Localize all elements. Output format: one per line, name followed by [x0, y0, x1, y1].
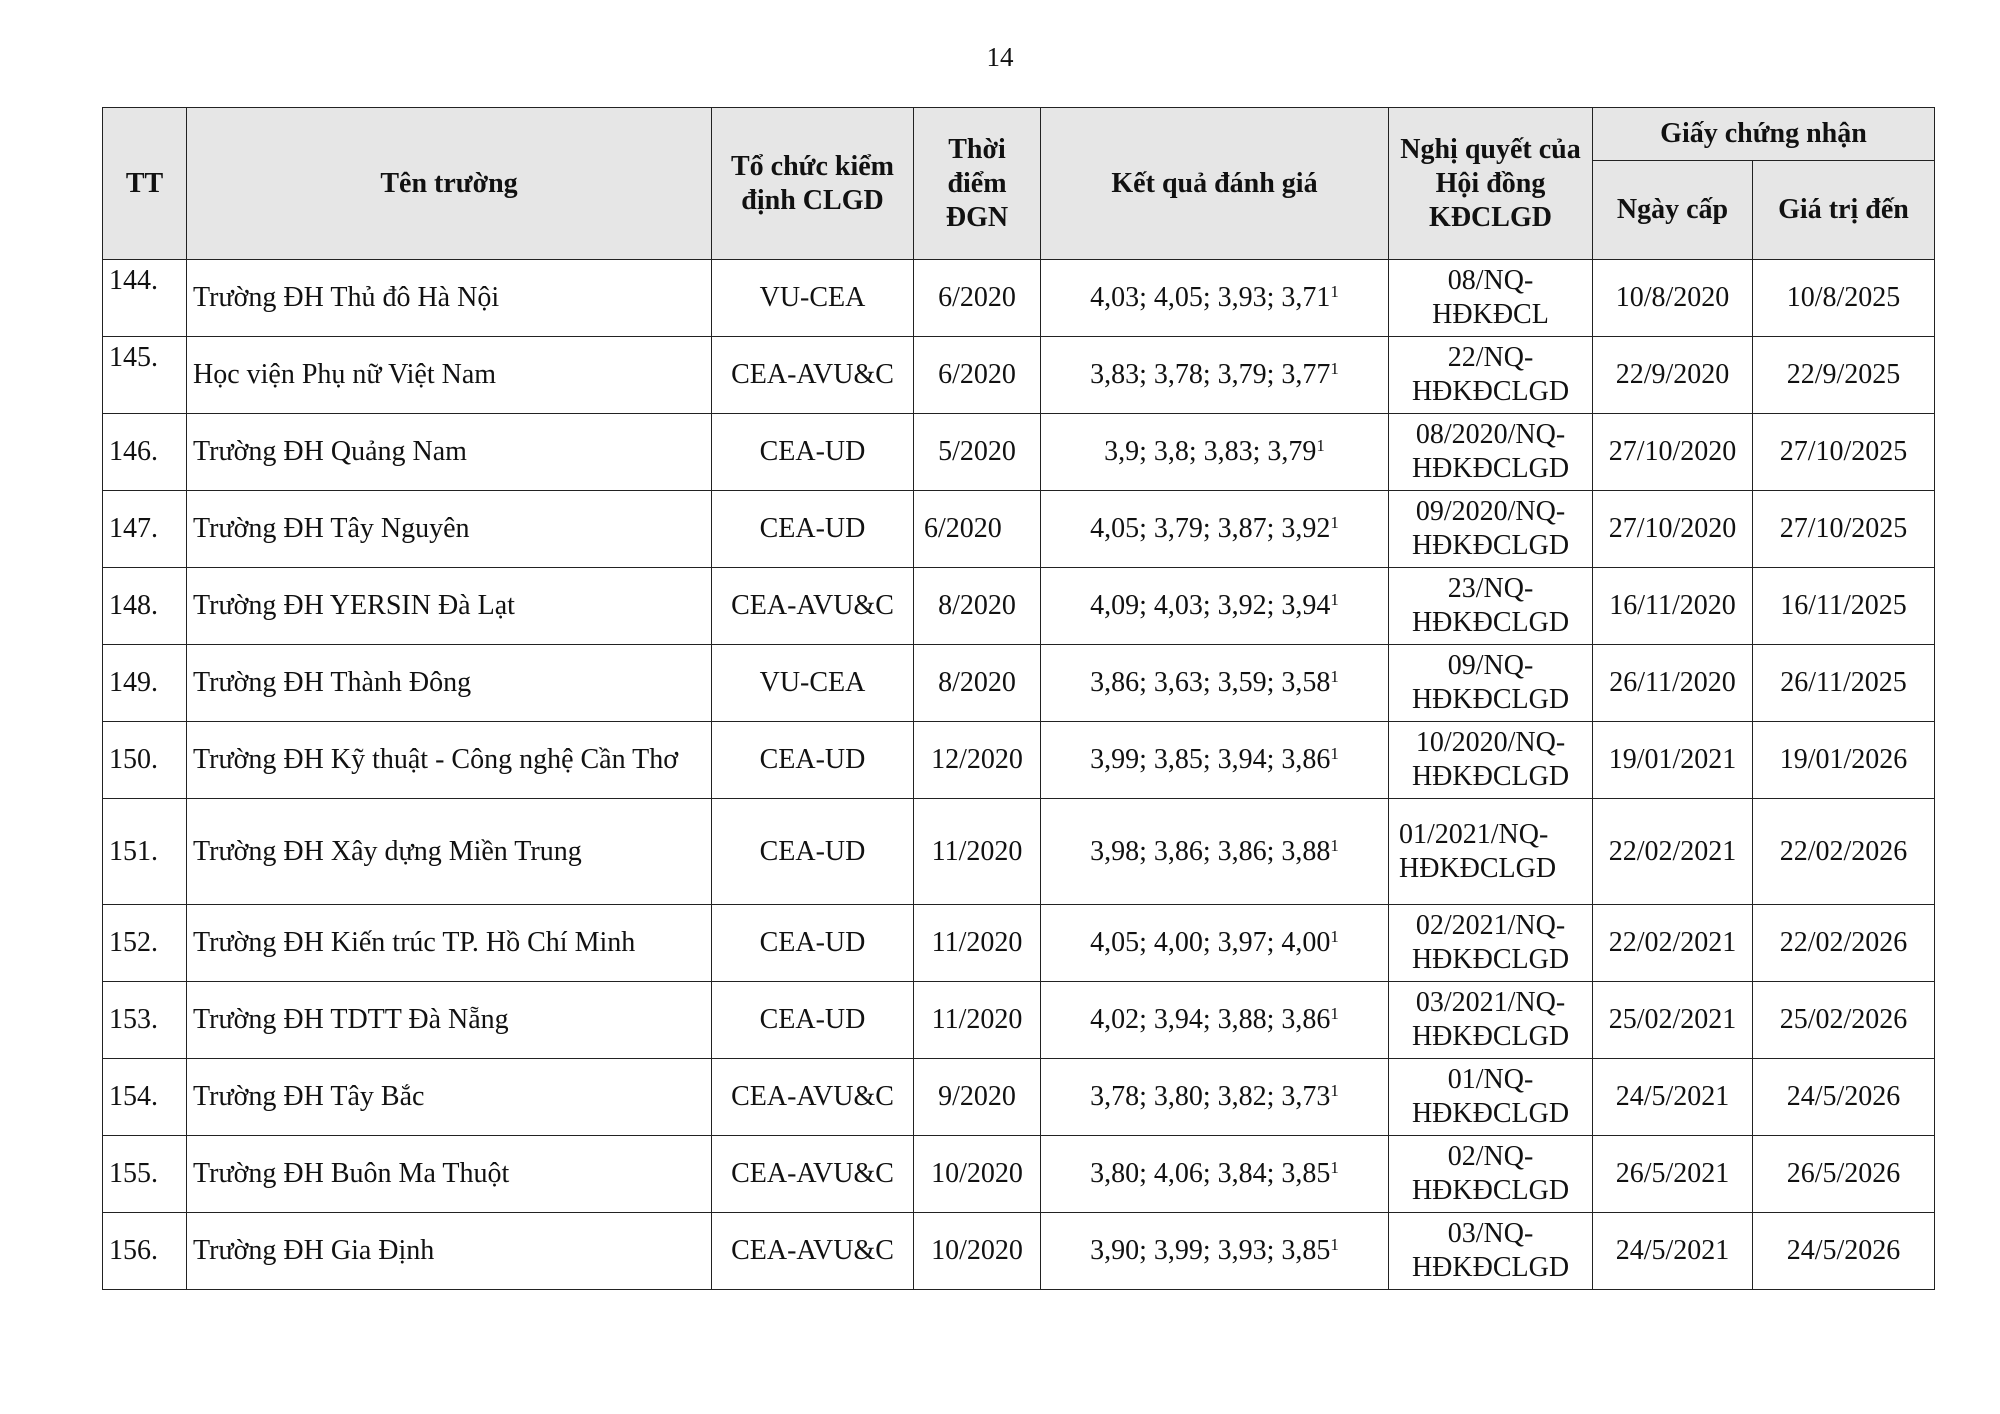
table-row — [103, 568, 1935, 645]
row-issue-date: 24/5/2021 — [1593, 1059, 1753, 1136]
accreditation-table — [102, 107, 1935, 1290]
row-assessment-time: 8/2020 — [914, 568, 1041, 645]
footnote-marker: 1 — [1330, 282, 1339, 301]
header-tt: TT — [103, 108, 187, 260]
row-valid-until: 22/02/2026 — [1753, 799, 1935, 905]
row-tt: 150. — [103, 722, 187, 799]
row-accreditation-org: VU-CEA — [712, 260, 914, 337]
row-tt: 147. — [103, 491, 187, 568]
row-resolution: 22/NQ-HĐKĐCLGD — [1389, 337, 1593, 414]
row-issue-date: 27/10/2020 — [1593, 491, 1753, 568]
result-scores: 4,09; 4,03; 3,92; 3,94 — [1090, 590, 1331, 621]
table-row — [103, 414, 1935, 491]
row-tt: 144. — [103, 260, 187, 337]
result-scores: 4,05; 4,00; 3,97; 4,00 — [1090, 927, 1331, 958]
table-row — [103, 260, 1935, 337]
row-assessment-time: 11/2020 — [914, 905, 1041, 982]
header-assessment-result: Kết quả đánh giá — [1041, 108, 1389, 260]
row-assessment-result — [1041, 1136, 1389, 1213]
row-valid-until: 26/11/2025 — [1753, 645, 1935, 722]
row-school-name: Trường ĐH Thành Đông — [187, 645, 712, 722]
result-scores: 4,02; 3,94; 3,88; 3,86 — [1090, 1004, 1331, 1035]
row-tt: 151. — [103, 799, 187, 905]
row-issue-date: 22/02/2021 — [1593, 799, 1753, 905]
row-accreditation-org: CEA-UD — [712, 905, 914, 982]
result-scores: 3,9; 3,8; 3,83; 3,79 — [1104, 436, 1317, 467]
row-issue-date: 25/02/2021 — [1593, 982, 1753, 1059]
footnote-marker: 1 — [1330, 590, 1339, 609]
row-assessment-result — [1041, 645, 1389, 722]
result-scores: 4,05; 3,79; 3,87; 3,92 — [1090, 513, 1331, 544]
row-resolution: 01/2021/NQ-HĐKĐCLGD — [1389, 799, 1593, 905]
row-school-name: Trường ĐH Kỹ thuật - Công nghệ Cần Thơ — [187, 722, 712, 799]
table-row — [103, 337, 1935, 414]
row-issue-date: 26/5/2021 — [1593, 1136, 1753, 1213]
result-scores: 4,03; 4,05; 3,93; 3,71 — [1090, 282, 1331, 313]
row-assessment-result — [1041, 491, 1389, 568]
row-assessment-time: 10/2020 — [914, 1136, 1041, 1213]
table-row — [103, 905, 1935, 982]
row-valid-until: 27/10/2025 — [1753, 491, 1935, 568]
header-resolution: Nghị quyết của Hội đồng KĐCLGD — [1389, 108, 1593, 260]
row-school-name: Trường ĐH Thủ đô Hà Nội — [187, 260, 712, 337]
row-accreditation-org: CEA-AVU&C — [712, 1213, 914, 1290]
row-resolution: 23/NQ-HĐKĐCLGD — [1389, 568, 1593, 645]
row-assessment-result — [1041, 568, 1389, 645]
row-assessment-time: 5/2020 — [914, 414, 1041, 491]
row-resolution: 08/NQ-HĐKĐCL — [1389, 260, 1593, 337]
result-scores: 3,99; 3,85; 3,94; 3,86 — [1090, 744, 1331, 775]
footnote-marker: 1 — [1330, 513, 1339, 532]
footnote-marker: 1 — [1330, 1081, 1339, 1100]
row-issue-date: 16/11/2020 — [1593, 568, 1753, 645]
row-resolution: 03/NQ-HĐKĐCLGD — [1389, 1213, 1593, 1290]
row-resolution: 10/2020/NQ-HĐKĐCLGD — [1389, 722, 1593, 799]
row-tt: 146. — [103, 414, 187, 491]
row-assessment-time: 10/2020 — [914, 1213, 1041, 1290]
result-scores: 3,86; 3,63; 3,59; 3,58 — [1090, 667, 1331, 698]
header-valid-until: Giá trị đến — [1753, 161, 1935, 260]
header-school-name: Tên trường — [187, 108, 712, 260]
row-issue-date: 10/8/2020 — [1593, 260, 1753, 337]
row-valid-until: 24/5/2026 — [1753, 1213, 1935, 1290]
row-resolution: 03/2021/NQ-HĐKĐCLGD — [1389, 982, 1593, 1059]
table-row — [103, 1136, 1935, 1213]
row-assessment-time: 11/2020 — [914, 982, 1041, 1059]
row-issue-date: 19/01/2021 — [1593, 722, 1753, 799]
table-row — [103, 722, 1935, 799]
row-accreditation-org: CEA-UD — [712, 491, 914, 568]
result-scores: 3,83; 3,78; 3,79; 3,77 — [1090, 359, 1331, 390]
row-valid-until: 25/02/2026 — [1753, 982, 1935, 1059]
header-assessment-time: Thời điểm ĐGN — [914, 108, 1041, 260]
row-assessment-result — [1041, 1059, 1389, 1136]
row-assessment-time: 6/2020 — [914, 337, 1041, 414]
row-school-name: Trường ĐH Tây Nguyên — [187, 491, 712, 568]
table-row — [103, 1213, 1935, 1290]
footnote-marker: 1 — [1330, 1235, 1339, 1254]
table-row — [103, 799, 1935, 905]
result-scores: 3,80; 4,06; 3,84; 3,85 — [1090, 1158, 1331, 1189]
table-header — [103, 108, 1935, 260]
row-accreditation-org: CEA-AVU&C — [712, 337, 914, 414]
footnote-marker: 1 — [1330, 835, 1339, 855]
result-scores: 3,90; 3,99; 3,93; 3,85 — [1090, 1235, 1331, 1266]
row-assessment-time: 11/2020 — [914, 799, 1041, 905]
row-school-name: Trường ĐH Gia Định — [187, 1213, 712, 1290]
row-tt: 155. — [103, 1136, 187, 1213]
row-assessment-result — [1041, 337, 1389, 414]
row-assessment-time: 6/2020 — [914, 491, 1041, 568]
row-resolution: 08/2020/NQ-HĐKĐCLGD — [1389, 414, 1593, 491]
row-school-name: Trường ĐH Buôn Ma Thuột — [187, 1136, 712, 1213]
row-valid-until: 26/5/2026 — [1753, 1136, 1935, 1213]
header-issue-date: Ngày cấp — [1593, 161, 1753, 260]
row-assessment-result — [1041, 905, 1389, 982]
footnote-marker: 1 — [1330, 744, 1339, 763]
result-scores: 3,98; 3,86; 3,86; 3,88 — [1090, 835, 1331, 867]
row-tt: 154. — [103, 1059, 187, 1136]
row-assessment-time: 12/2020 — [914, 722, 1041, 799]
header-accreditation-org: Tổ chức kiểm định CLGD — [712, 108, 914, 260]
row-accreditation-org: CEA-UD — [712, 799, 914, 905]
row-accreditation-org: VU-CEA — [712, 645, 914, 722]
row-assessment-result — [1041, 799, 1389, 905]
row-tt: 145. — [103, 337, 187, 414]
row-tt: 153. — [103, 982, 187, 1059]
row-tt: 149. — [103, 645, 187, 722]
row-school-name: Trường ĐH TDTT Đà Nẵng — [187, 982, 712, 1059]
row-resolution: 02/2021/NQ-HĐKĐCLGD — [1389, 905, 1593, 982]
row-issue-date: 26/11/2020 — [1593, 645, 1753, 722]
row-valid-until: 24/5/2026 — [1753, 1059, 1935, 1136]
row-school-name: Trường ĐH Quảng Nam — [187, 414, 712, 491]
row-tt: 156. — [103, 1213, 187, 1290]
row-school-name: Trường ĐH Kiến trúc TP. Hồ Chí Minh — [187, 905, 712, 982]
row-resolution: 09/2020/NQ-HĐKĐCLGD — [1389, 491, 1593, 568]
footnote-marker: 1 — [1330, 667, 1339, 686]
footnote-marker: 1 — [1330, 1158, 1339, 1177]
page-number: 14 — [986, 42, 1014, 72]
row-issue-date: 22/02/2021 — [1593, 905, 1753, 982]
row-issue-date: 27/10/2020 — [1593, 414, 1753, 491]
footnote-marker: 1 — [1330, 359, 1339, 378]
row-school-name: Trường ĐH Xây dựng Miền Trung — [187, 799, 712, 905]
table-body — [103, 260, 1935, 1290]
table-row — [103, 491, 1935, 568]
row-accreditation-org: CEA-AVU&C — [712, 1136, 914, 1213]
row-resolution: 09/NQ-HĐKĐCLGD — [1389, 645, 1593, 722]
table-row — [103, 645, 1935, 722]
footnote-marker: 1 — [1330, 1004, 1339, 1023]
row-assessment-result — [1041, 1213, 1389, 1290]
row-assessment-result — [1041, 414, 1389, 491]
row-valid-until: 16/11/2025 — [1753, 568, 1935, 645]
row-accreditation-org: CEA-UD — [712, 722, 914, 799]
row-accreditation-org: CEA-AVU&C — [712, 1059, 914, 1136]
row-valid-until: 10/8/2025 — [1753, 260, 1935, 337]
row-assessment-time: 9/2020 — [914, 1059, 1041, 1136]
row-tt: 148. — [103, 568, 187, 645]
row-issue-date: 22/9/2020 — [1593, 337, 1753, 414]
row-assessment-time: 6/2020 — [914, 260, 1041, 337]
row-tt: 152. — [103, 905, 187, 982]
row-valid-until: 22/02/2026 — [1753, 905, 1935, 982]
row-school-name: Học viện Phụ nữ Việt Nam — [187, 337, 712, 414]
table-row — [103, 1059, 1935, 1136]
row-resolution: 01/NQ-HĐKĐCLGD — [1389, 1059, 1593, 1136]
row-issue-date: 24/5/2021 — [1593, 1213, 1753, 1290]
table-row — [103, 982, 1935, 1059]
row-accreditation-org: CEA-AVU&C — [712, 568, 914, 645]
result-scores: 3,78; 3,80; 3,82; 3,73 — [1090, 1081, 1331, 1112]
row-assessment-time: 8/2020 — [914, 645, 1041, 722]
row-assessment-result — [1041, 722, 1389, 799]
row-accreditation-org: CEA-UD — [712, 414, 914, 491]
row-assessment-result — [1041, 260, 1389, 337]
row-valid-until: 19/01/2026 — [1753, 722, 1935, 799]
row-valid-until: 27/10/2025 — [1753, 414, 1935, 491]
row-school-name: Trường ĐH YERSIN Đà Lạt — [187, 568, 712, 645]
row-accreditation-org: CEA-UD — [712, 982, 914, 1059]
header-certificate: Giấy chứng nhận — [1593, 108, 1935, 161]
row-resolution: 02/NQ-HĐKĐCLGD — [1389, 1136, 1593, 1213]
footnote-marker: 1 — [1330, 927, 1339, 946]
row-school-name: Trường ĐH Tây Bắc — [187, 1059, 712, 1136]
row-assessment-result — [1041, 982, 1389, 1059]
row-valid-until: 22/9/2025 — [1753, 337, 1935, 414]
footnote-marker: 1 — [1316, 436, 1325, 455]
